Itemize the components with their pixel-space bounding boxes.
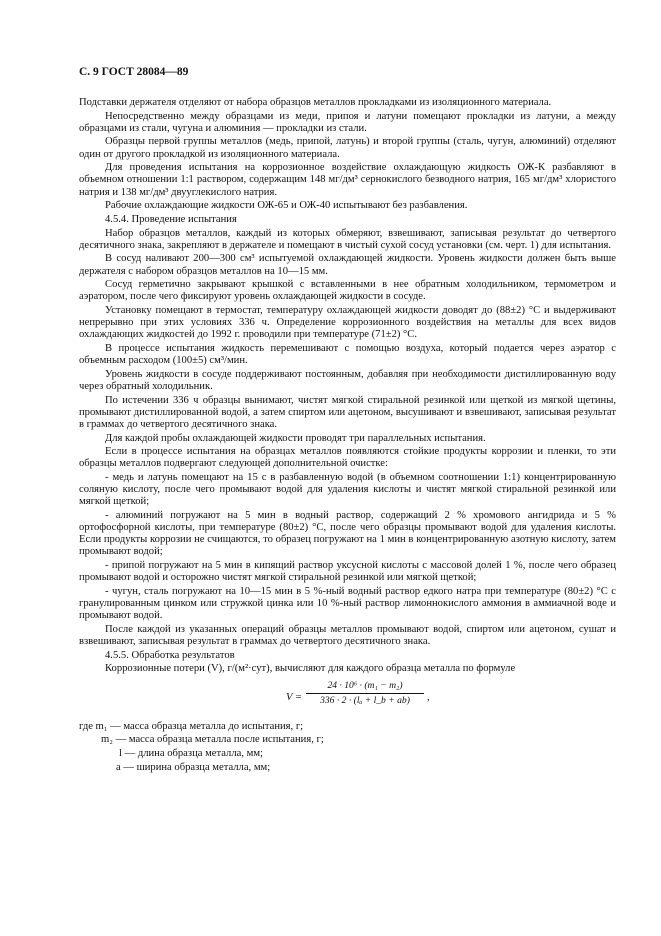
formula-fraction	[306, 680, 424, 707]
list-item: - алюминий погружают на 5 мин в водный раствор, содержащий 2 % хромового ангидрида и 5 % ортофосфорной кислоты, при температуре (80±2) °С, после чего образцы промывают водой для удаления кислоты. Если продукты коррозии не счищаются, то образец погружают на 1 мин в концентрированную азотную кислоту, затем промывают водой;	[79, 510, 616, 558]
paragraph: Образцы первой группы металлов (медь, припой, латунь) и второй группы (сталь, чугун, алюминий) отделяют один от другого прокладкой из изоляционного материала.	[79, 136, 616, 160]
paragraph: Для каждой пробы охлаждающей жидкости проводят три параллельных испытания.	[105, 432, 486, 444]
definition-item: где m₁ — масса образца металла до испытания, г;	[79, 720, 304, 732]
paragraph: Если в процессе испытания на образцах металлов появляются стойкие продукты коррозии и пленки, то эти образцы металлов подвергают следующей дополнительной очистке:	[79, 446, 616, 470]
paragraph: Коррозионные потери (V), г/(м²·сут), вычисляют для каждого образца металла по формуле	[105, 663, 516, 675]
definition-item: m₂ — масса образца металла после испытания, г;	[101, 734, 324, 746]
section-heading: 4.5.4. Проведение испытания	[105, 213, 237, 225]
paragraph: По истечении 336 ч образцы вынимают, чистят мягкой стиральной резинкой или щеткой из мягкой щетины, промывают дистиллированной водой, а затем спиртом или ацетоном, высушивают и взвешивают, записывая результат в граммах до четвертого десятичного знака.	[79, 394, 616, 430]
paragraph: Для проведения испытания на коррозионное воздействие охлаждающую жидкость ОЖ-К разбавляют в объемном отношении 1:1 раствором, содержащим 148 мг/дм³ сернокислого безводного натрия, 165 мг/дм³ хлористого натрия и 138 мг/дм³ двууглекислого натрия.	[79, 162, 616, 198]
paragraph: Сосуд герметично закрывают крышкой с вставленными в нее обратным холодильником, термометром и аэратором, после чего фиксируют уровень охлаждающей жидкости в сосуде.	[79, 279, 616, 303]
paragraph: Подставки держателя отделяют от набора образцов металлов прокладками из изоляционного материала.	[79, 97, 552, 108]
definition-item: a — ширина образца металла, мм;	[116, 761, 271, 773]
paragraph: Уровень жидкости в сосуде поддерживают постоянным, добавляя при необходимости дистиллированную воду через обратный холодильник.	[79, 368, 616, 392]
paragraph: После каждой из указанных операций образцы металлов промывают водой, спиртом или ацетоном, сушат и взвешивают, записывая результат в граммах до четвертого десятичного знака.	[79, 623, 616, 648]
list-item: - медь и латунь помещают на 15 с в разбавленную водой (в объемном соотношении 1:1) концентрированную соляную кислоту, после чего промывают водой для удаления кислоты и чистят мягкой стиральной резинкой или мягкой щеткой;	[79, 472, 616, 508]
formula-denominator: 336 · 2 · (lₐ + l_b + ab)	[320, 694, 410, 706]
paragraph: Рабочие охлаждающие жидкости ОЖ-65 и ОЖ-40 испытывают без разбавления.	[105, 200, 468, 212]
paragraph: Набор образцов металлов, каждый из которых обмеряют, взвешивают, записывая результат до четвертого десятичного знака, закрепляют в держателе и помещают в чистый сухой сосуд установки (см. черт. 1) для испытания.	[79, 227, 616, 251]
formula-numerator: 24 · 10⁶ · (m₁ − m₂)	[306, 680, 424, 694]
page-header: С. 9 ГОСТ 28084—89	[79, 66, 189, 78]
formula-comma: ,	[427, 691, 430, 703]
paragraph: В процессе испытания жидкость перемешивают с помощью воздуха, который подается через аэратор с объемным расходом (100±5) см³/мин.	[79, 342, 616, 367]
section-heading: 4.5.5. Обработка результатов	[105, 649, 235, 661]
paragraph: В сосуд наливают 200—300 см³ испытуемой охлаждающей жидкости. Уровень жидкости должен быть выше держателя с набором образцов металлов на 10—15 мм.	[79, 253, 616, 277]
variable-definitions	[79, 721, 616, 774]
formula-lhs: V =	[286, 691, 303, 703]
document-body	[79, 97, 616, 775]
paragraph: Непосредственно между образцами из меди, припоя и латуни помещают прокладки из латуни, а между образцами из стали, чугуна и алюминия — прокладки из стали.	[79, 110, 616, 134]
list-item: - припой погружают на 5 мин в кипящий раствор уксусной кислоты с массовой долей 1 %, после чего образец промывают водой и осторожно чистят мягкой стиральной резинкой или мягкой щеткой;	[79, 560, 616, 584]
definition-item: l — длина образца металла, мм;	[119, 747, 263, 759]
formula	[79, 680, 616, 716]
paragraph: Установку помещают в термостат, температуру охлаждающей жидкости доводят до (88±2) °С и выдерживают непрерывно при этих условиях 336 ч. Определение коррозионного воздействия на металлы для всех видов охлаждающих жидкостей до 1992 г. проводили при температуре (71±2) °С.	[79, 305, 616, 341]
list-item: - чугун, сталь погружают на 10—15 мин в 5 %-ный водный раствор едкого натра при температуре (80±2) °С с гранулированным цинком или стружкой цинка или 10 %-ный раствор лимоннокислого аммония в аммиачной воде и промывают водой.	[79, 585, 616, 622]
